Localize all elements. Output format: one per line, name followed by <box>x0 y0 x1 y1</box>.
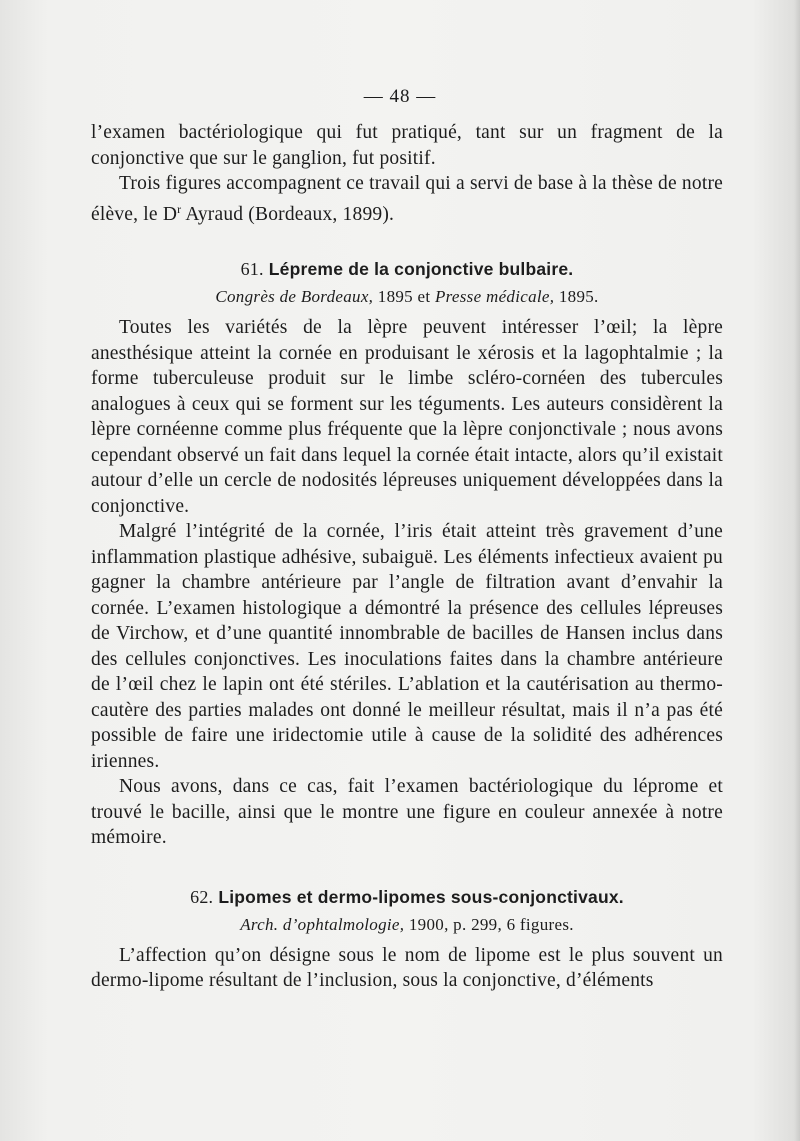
section-62-heading <box>91 885 723 909</box>
section-62-title: Lipomes et dermo-lipomes sous-conjonctivaux. <box>218 886 624 907</box>
section-62-citation-journal: Arch. d’ophtalmologie, <box>240 914 405 934</box>
section-62-number: 62. <box>190 886 214 907</box>
intro-paragraph-1: l’examen bactériologique qui fut pratiqué, tant sur un fragment de la conjonctive que sur le ganglion, fut positif. <box>91 122 723 169</box>
section-62 <box>91 885 723 994</box>
section-61-number: 61. <box>240 259 264 279</box>
page-body <box>91 120 723 994</box>
section-62-paragraph-1: L’affection qu’on désigne sous le nom de lipome est le plus souvent un dermo-lipome résultant de l’inclusion, sous la conjonctive, d’éléments <box>91 944 723 991</box>
section-61-citation-journal-2: Presse médicale, <box>434 287 555 306</box>
section-61-heading <box>91 257 723 281</box>
section-61-citation-journal-1: Congrès de Bordeaux, <box>215 287 374 306</box>
section-61-title: Lépreme de la conjonctive bulbaire. <box>268 259 574 279</box>
section-61-citation-text-1: 1895 et <box>373 287 435 306</box>
section-62-citation <box>91 913 723 937</box>
section-61-citation-text-2: 1895. <box>554 287 599 306</box>
section-61-paragraph-1: Toutes les variétés de la lèpre peuvent intéresser l’œil; la lèpre anesthésique atteint la cornée en produisant le xérosis et la lagophtalmie ; la forme tuberculeuse produit sur le limbe scléro-cornéen des tubercules analogues à ceux qui se forment sur les téguments. Les auteurs considèrent la lèpre cornéenne comme plus fréquente que la lèpre conjonctivale ; nous avons cependant observé un fait dans lequel la cornée était intacte, alors qu’il existait autour d’elle un cercle de nodosités lépreuses uniquement développées dans la conjonctive. <box>91 317 723 517</box>
section-62-citation-text: 1900, p. 299, 6 figures. <box>404 914 574 934</box>
intro-paragraph-2-tail: Ayraud (Bordeaux, 1899). <box>181 203 395 225</box>
intro-paragraph-2-text: Trois figures accompagnent ce travail qui a servi de base à la thèse de notre élève, le D <box>91 173 723 225</box>
intro-paragraph-2 <box>91 171 723 227</box>
page-edge-shadow <box>794 0 800 1141</box>
page-number: — 48 — <box>363 86 437 107</box>
section-61-paragraph-2: Malgré l’intégrité de la cornée, l’iris était atteint très gravement d’une inflammation plastique adhésive, subaiguë. Les éléments infectieux avaient pu gagner la chambre antérieure par l’angle de filtration avant d’envahir la cornée. L’examen histologique a démontré la présence des cellules lépreuses de Virchow, et d’une quantité innombrable de bacilles de Hansen inclus dans des cellules conjonctives. Les inoculations faites dans la chambre antérieure de l’œil chez le lapin ont été stériles. L’ablation et la cautérisation au thermo-cautère des parties malades ont donné le meilleur résultat, mais il n’a pas été possible de faire une iridectomie utile à cause de la solidité des adhérences iriennes. <box>91 521 723 772</box>
section-61-paragraph-3: Nous avons, dans ce cas, fait l’examen bactériologique du léprome et trouvé le bacille, ainsi que le montre une figure en couleur annexée à notre mémoire. <box>91 776 723 848</box>
section-61 <box>91 257 723 851</box>
doctor-abbrev-superscript: r <box>177 201 182 216</box>
section-61-citation <box>91 285 723 309</box>
